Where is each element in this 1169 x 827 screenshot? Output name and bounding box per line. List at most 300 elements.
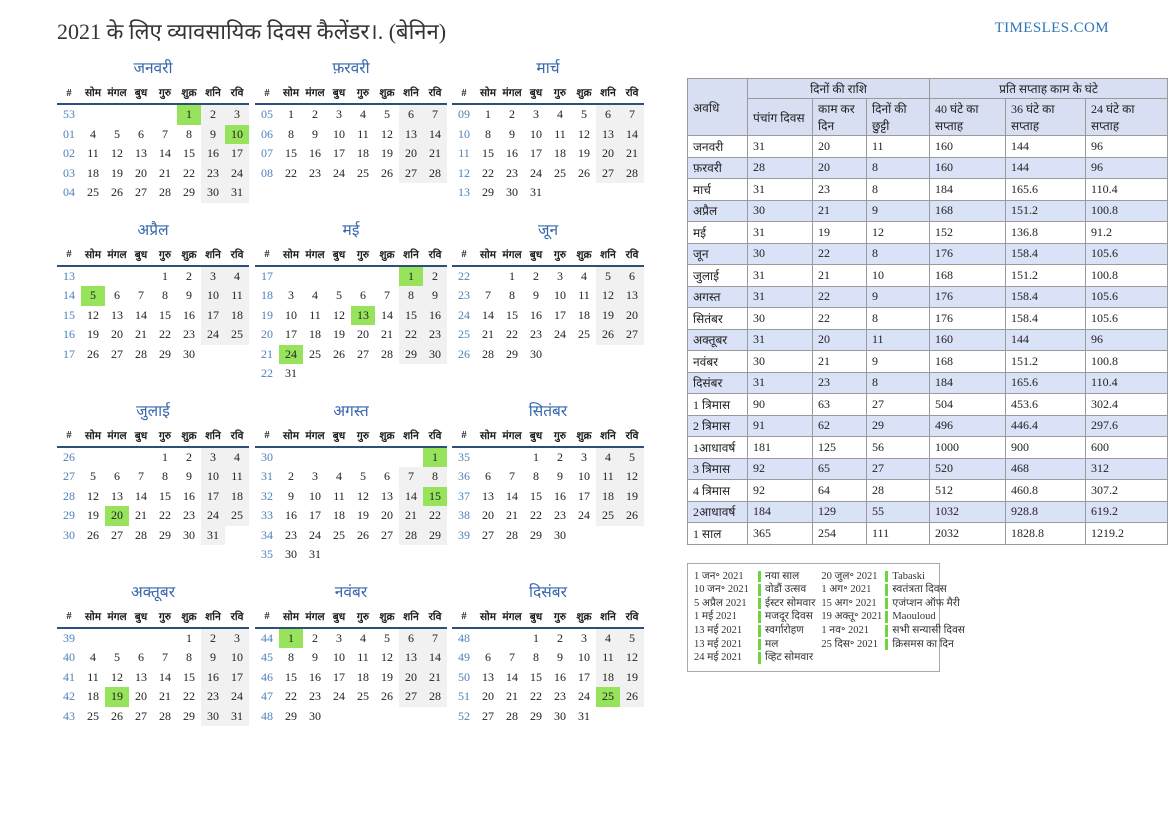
summary-cell: 8	[867, 243, 930, 265]
day-cell: 31	[225, 183, 249, 203]
week-number-header: #	[57, 85, 81, 104]
week-row	[452, 164, 644, 184]
summary-cell: 168	[930, 351, 1006, 373]
day-cell: 22	[530, 689, 542, 704]
summary-cell: 21	[813, 265, 867, 287]
day-cell: 25	[87, 185, 99, 200]
week-number: 26	[458, 346, 470, 361]
holiday-day-cell: 1	[423, 447, 447, 468]
weekday-header: शुक्र	[375, 428, 399, 447]
weekday-header-row	[57, 609, 249, 628]
empty-day-cell	[620, 526, 644, 546]
day-cell: 26	[578, 165, 590, 180]
day-cell: 21	[135, 327, 147, 342]
day-cell: 25	[225, 506, 249, 526]
day-cell: 1	[288, 107, 294, 122]
weekday-header: सोम	[81, 85, 105, 104]
day-cell: 5	[581, 107, 587, 122]
holiday-day-cell: 24	[279, 345, 303, 365]
day-cell: 22	[159, 508, 171, 523]
empty-day-cell	[201, 345, 225, 365]
empty-day-cell	[129, 447, 153, 468]
period-label: जून	[688, 243, 748, 265]
weekday-header: बुध	[327, 428, 351, 447]
summary-cell: 105.6	[1086, 308, 1168, 330]
day-cell: 19	[620, 668, 644, 688]
summary-cell: 91	[748, 415, 813, 437]
month-table	[255, 85, 447, 183]
day-cell: 7	[423, 628, 447, 649]
day-cell: 29	[183, 185, 195, 200]
day-cell: 8	[509, 288, 515, 303]
week-number: 23	[458, 288, 470, 303]
month-2	[255, 54, 447, 183]
day-cell: 17	[578, 488, 590, 503]
summary-cell: 55	[867, 501, 930, 523]
day-cell: 1	[533, 449, 539, 464]
day-cell: 24	[333, 165, 345, 180]
weekday-header: गुरु	[548, 609, 572, 628]
summary-cell: 100.8	[1086, 351, 1168, 373]
weekday-header: सोम	[476, 428, 500, 447]
weekday-header: शुक्र	[572, 85, 596, 104]
day-cell: 22	[183, 165, 195, 180]
weekday-header-row	[452, 609, 644, 628]
day-cell: 20	[482, 508, 494, 523]
summary-cell: 176	[930, 243, 1006, 265]
empty-day-cell	[375, 364, 399, 384]
summary-cell: 90	[748, 394, 813, 416]
summary-subheader: काम कर दिन	[813, 99, 867, 136]
summary-cell: 92	[748, 458, 813, 480]
day-cell: 14	[482, 307, 494, 322]
day-cell: 25	[225, 325, 249, 345]
week-row	[452, 687, 644, 707]
table-row	[688, 394, 1168, 416]
week-row	[57, 687, 249, 707]
day-cell: 30	[309, 708, 321, 723]
day-cell: 19	[87, 508, 99, 523]
summary-cell: 12	[867, 222, 930, 244]
day-cell: 2	[557, 449, 563, 464]
day-cell: 14	[399, 487, 423, 507]
day-cell: 10	[578, 469, 590, 484]
day-cell: 16	[423, 306, 447, 326]
day-cell: 27	[111, 527, 123, 542]
day-cell: 4	[360, 630, 366, 645]
legend-item	[821, 610, 965, 624]
empty-day-cell	[572, 183, 596, 203]
empty-day-cell	[476, 628, 500, 649]
empty-day-cell	[327, 364, 351, 384]
legend-holiday-name: मजदूर दिवस	[765, 611, 813, 623]
summary-cell: 96	[1086, 329, 1168, 351]
week-number: 19	[261, 307, 273, 322]
week-number: 27	[63, 469, 75, 484]
day-cell: 21	[482, 327, 494, 342]
holiday-marker	[758, 611, 761, 623]
day-cell: 11	[333, 488, 345, 503]
day-cell: 3	[288, 288, 294, 303]
table-row	[688, 415, 1168, 437]
day-cell: 28	[159, 185, 171, 200]
summary-cell: 297.6	[1086, 415, 1168, 437]
empty-day-cell	[476, 266, 500, 287]
weekday-header: शनि	[201, 428, 225, 447]
summary-cell: 1032	[930, 501, 1006, 523]
day-cell: 19	[381, 146, 393, 161]
week-number: 44	[261, 630, 273, 645]
weekday-header: मंगल	[500, 85, 524, 104]
period-label: जुलाई	[688, 265, 748, 287]
month-table	[255, 247, 447, 384]
summary-subheader: 40 घंटे का सप्ताह	[930, 99, 1006, 136]
day-cell: 4	[557, 107, 563, 122]
day-cell: 5	[620, 628, 644, 649]
day-cell: 8	[162, 288, 168, 303]
day-cell: 10	[309, 488, 321, 503]
legend-holiday-name: सभी सन्यासी दिवस	[892, 625, 965, 637]
week-number: 21	[261, 346, 273, 361]
day-cell: 24	[201, 325, 225, 345]
table-row	[688, 437, 1168, 459]
day-cell: 17	[333, 669, 345, 684]
day-cell: 19	[333, 327, 345, 342]
period-label: 2आधावर्ष	[688, 501, 748, 523]
day-cell: 28	[506, 527, 518, 542]
day-cell: 27	[135, 708, 147, 723]
legend-item	[821, 583, 965, 597]
legend-item	[694, 610, 815, 624]
summary-cell: 27	[867, 394, 930, 416]
day-cell: 19	[87, 327, 99, 342]
week-number: 13	[63, 268, 75, 283]
day-cell: 7	[423, 104, 447, 125]
day-cell: 5	[384, 630, 390, 645]
day-cell: 24	[309, 527, 321, 542]
day-cell: 15	[285, 146, 297, 161]
summary-cell: 504	[930, 394, 1006, 416]
summary-header-row-2	[688, 99, 1168, 136]
month-3	[452, 54, 644, 203]
day-cell: 30	[201, 183, 225, 203]
month-table	[57, 247, 249, 365]
weekday-header: मंगल	[303, 85, 327, 104]
summary-cell: 184	[930, 372, 1006, 394]
day-cell: 19	[596, 306, 620, 326]
month-table	[255, 428, 447, 565]
weekday-header: गुरु	[548, 428, 572, 447]
summary-cell: 184	[748, 501, 813, 523]
weekday-header: बुध	[327, 247, 351, 266]
day-cell: 29	[530, 527, 542, 542]
day-cell: 15	[285, 669, 297, 684]
summary-cell: 619.2	[1086, 501, 1168, 523]
day-cell: 11	[578, 288, 590, 303]
holiday-day-cell: 19	[105, 687, 129, 707]
day-cell: 8	[186, 650, 192, 665]
day-cell: 31	[285, 366, 297, 381]
day-cell: 3	[336, 630, 342, 645]
week-row	[255, 325, 447, 345]
day-cell: 12	[87, 488, 99, 503]
weekday-header: रवि	[620, 247, 644, 266]
work-hours-group-header: प्रति सप्ताह काम के घंटे	[930, 79, 1168, 99]
day-cell: 4	[90, 126, 96, 141]
summary-cell: 2032	[930, 523, 1006, 545]
day-cell: 25	[87, 708, 99, 723]
holiday-day-cell: 15	[423, 487, 447, 507]
week-row	[255, 648, 447, 668]
week-number: 38	[458, 508, 470, 523]
day-cell: 16	[201, 144, 225, 164]
topbar	[0, 0, 1169, 46]
day-cell: 18	[225, 487, 249, 507]
week-number: 48	[458, 630, 470, 645]
day-cell: 19	[381, 669, 393, 684]
day-cell: 23	[554, 689, 566, 704]
empty-day-cell	[423, 545, 447, 565]
day-cell: 23	[554, 508, 566, 523]
weekday-header: बुध	[524, 428, 548, 447]
summary-cell: 105.6	[1086, 243, 1168, 265]
day-cell: 10	[554, 288, 566, 303]
month-12	[452, 578, 644, 727]
holiday-day-cell: 13	[351, 306, 375, 326]
holidays-legend	[687, 563, 965, 672]
day-cell: 25	[578, 327, 590, 342]
summary-subheader: दिनों की छुट्टी	[867, 99, 930, 136]
day-cell: 4	[225, 266, 249, 287]
day-cell: 28	[620, 164, 644, 184]
week-number-header: #	[452, 609, 476, 628]
day-cell: 9	[312, 650, 318, 665]
day-cell: 27	[482, 708, 494, 723]
week-number: 35	[458, 449, 470, 464]
day-cell: 9	[201, 125, 225, 145]
weekday-header: सोम	[81, 247, 105, 266]
day-cell: 6	[620, 266, 644, 287]
day-cell: 4	[90, 650, 96, 665]
weekday-header: रवि	[423, 85, 447, 104]
week-row	[452, 707, 644, 727]
day-cell: 2	[509, 107, 515, 122]
day-cell: 17	[530, 146, 542, 161]
day-cell: 22	[530, 508, 542, 523]
summary-cell: 11	[867, 329, 930, 351]
week-row	[452, 325, 644, 345]
day-cell: 14	[423, 125, 447, 145]
day-cell: 21	[423, 668, 447, 688]
summary-cell: 181	[748, 437, 813, 459]
week-row	[255, 104, 447, 125]
week-number: 05	[261, 107, 273, 122]
period-label: 2 त्रिमास	[688, 415, 748, 437]
day-cell: 31	[309, 547, 321, 562]
day-cell: 12	[381, 126, 393, 141]
day-cell: 13	[135, 669, 147, 684]
week-number: 34	[261, 527, 273, 542]
day-cell: 21	[159, 689, 171, 704]
day-cell: 29	[159, 527, 171, 542]
site-link[interactable]: TIMESLES.COM	[994, 20, 1109, 36]
day-cell: 19	[578, 146, 590, 161]
weekday-header: मंगल	[500, 609, 524, 628]
legend-holiday-name: ईस्टर सोमवार	[765, 597, 816, 609]
weekday-header: मंगल	[303, 247, 327, 266]
day-cell: 20	[135, 165, 147, 180]
day-cell: 29	[285, 708, 297, 723]
weekday-header-row	[255, 428, 447, 447]
day-cell: 3	[312, 469, 318, 484]
week-row	[255, 144, 447, 164]
day-cell: 23	[183, 327, 195, 342]
table-row	[688, 200, 1168, 222]
summary-cell: 100.8	[1086, 200, 1168, 222]
table-row	[688, 458, 1168, 480]
day-cell: 10	[201, 467, 225, 487]
day-cell: 21	[135, 508, 147, 523]
day-cell: 23	[183, 508, 195, 523]
empty-day-cell	[327, 266, 351, 287]
week-number: 04	[63, 185, 75, 200]
weekday-header: सोम	[279, 609, 303, 628]
day-cell: 12	[620, 648, 644, 668]
summary-cell: 64	[813, 480, 867, 502]
weekday-header: शुक्र	[375, 247, 399, 266]
day-cell: 9	[533, 288, 539, 303]
empty-day-cell	[225, 526, 249, 546]
week-number-header: #	[255, 247, 279, 266]
day-cell: 29	[530, 708, 542, 723]
weekday-header: गुरु	[153, 428, 177, 447]
day-cell: 25	[596, 506, 620, 526]
day-cell: 1	[186, 630, 192, 645]
week-row	[255, 628, 447, 649]
summary-cell: 176	[930, 308, 1006, 330]
day-cell: 18	[554, 146, 566, 161]
week-row	[452, 286, 644, 306]
weekday-header: शुक्र	[177, 609, 201, 628]
empty-day-cell	[303, 364, 327, 384]
legend-holiday-name: मल	[765, 638, 779, 650]
day-cell: 7	[138, 469, 144, 484]
weekday-header: बुध	[524, 247, 548, 266]
day-cell: 11	[225, 467, 249, 487]
month-title: अक्तूबर	[130, 583, 176, 601]
weekday-header-row	[57, 85, 249, 104]
day-cell: 28	[399, 526, 423, 546]
summary-subheader: 24 घंटे का सप्ताह	[1086, 99, 1168, 136]
summary-cell: 312	[1086, 458, 1168, 480]
day-cell: 20	[620, 306, 644, 326]
day-cell: 29	[159, 346, 171, 361]
week-row	[255, 125, 447, 145]
day-cell: 11	[357, 126, 369, 141]
summary-cell: 307.2	[1086, 480, 1168, 502]
summary-cell: 22	[813, 286, 867, 308]
summary-cell: 151.2	[1006, 351, 1086, 373]
empty-day-cell	[105, 447, 129, 468]
day-cell: 20	[399, 144, 423, 164]
week-row	[57, 506, 249, 526]
month-4	[57, 216, 249, 365]
day-cell: 2	[201, 104, 225, 125]
day-cell: 24	[225, 164, 249, 184]
summary-cell: 184	[930, 179, 1006, 201]
weekday-header: गुरु	[548, 247, 572, 266]
week-number: 35	[261, 547, 273, 562]
day-cell: 28	[423, 164, 447, 184]
empty-day-cell	[303, 266, 327, 287]
week-number-header: #	[452, 247, 476, 266]
weekday-header: शुक्र	[572, 609, 596, 628]
day-cell: 10	[201, 286, 225, 306]
summary-cell: 110.4	[1086, 372, 1168, 394]
empty-day-cell	[105, 104, 129, 125]
weekday-header: शुक्र	[375, 609, 399, 628]
day-cell: 16	[201, 668, 225, 688]
day-cell: 14	[135, 488, 147, 503]
weekday-header: शनि	[201, 85, 225, 104]
day-cell: 10	[285, 307, 297, 322]
empty-day-cell	[351, 364, 375, 384]
week-number: 30	[63, 527, 75, 542]
empty-day-cell	[351, 447, 375, 468]
day-cell: 20	[381, 508, 393, 523]
week-row	[57, 286, 249, 306]
day-cell: 8	[186, 126, 192, 141]
day-cell: 30	[530, 346, 542, 361]
summary-cell: 27	[867, 458, 930, 480]
day-cell: 9	[312, 126, 318, 141]
day-cell: 26	[620, 506, 644, 526]
day-cell: 11	[554, 126, 566, 141]
week-row	[255, 467, 447, 487]
week-number: 20	[261, 327, 273, 342]
week-row	[57, 447, 249, 468]
day-cell: 28	[135, 527, 147, 542]
day-cell: 7	[162, 126, 168, 141]
empty-day-cell	[399, 364, 423, 384]
day-cell: 28	[506, 708, 518, 723]
day-cell: 13	[482, 669, 494, 684]
week-number: 28	[63, 488, 75, 503]
day-cell: 2	[312, 107, 318, 122]
summary-cell: 65	[813, 458, 867, 480]
month-title: अगस्त	[333, 402, 369, 420]
day-cell: 3	[225, 628, 249, 649]
day-cell: 15	[530, 669, 542, 684]
weekday-header: बुध	[524, 85, 548, 104]
week-number-header: #	[57, 247, 81, 266]
week-row	[452, 447, 644, 468]
content	[0, 46, 1169, 739]
week-number: 30	[261, 449, 273, 464]
day-cell: 24	[201, 506, 225, 526]
week-row	[57, 467, 249, 487]
weekday-header: शनि	[596, 85, 620, 104]
day-cell: 7	[138, 288, 144, 303]
day-cell: 26	[87, 346, 99, 361]
week-row	[255, 164, 447, 184]
week-number: 07	[261, 146, 273, 161]
period-label: मई	[688, 222, 748, 244]
table-row	[688, 308, 1168, 330]
day-cell: 12	[111, 146, 123, 161]
day-cell: 23	[309, 689, 321, 704]
weekday-header: शनि	[399, 85, 423, 104]
